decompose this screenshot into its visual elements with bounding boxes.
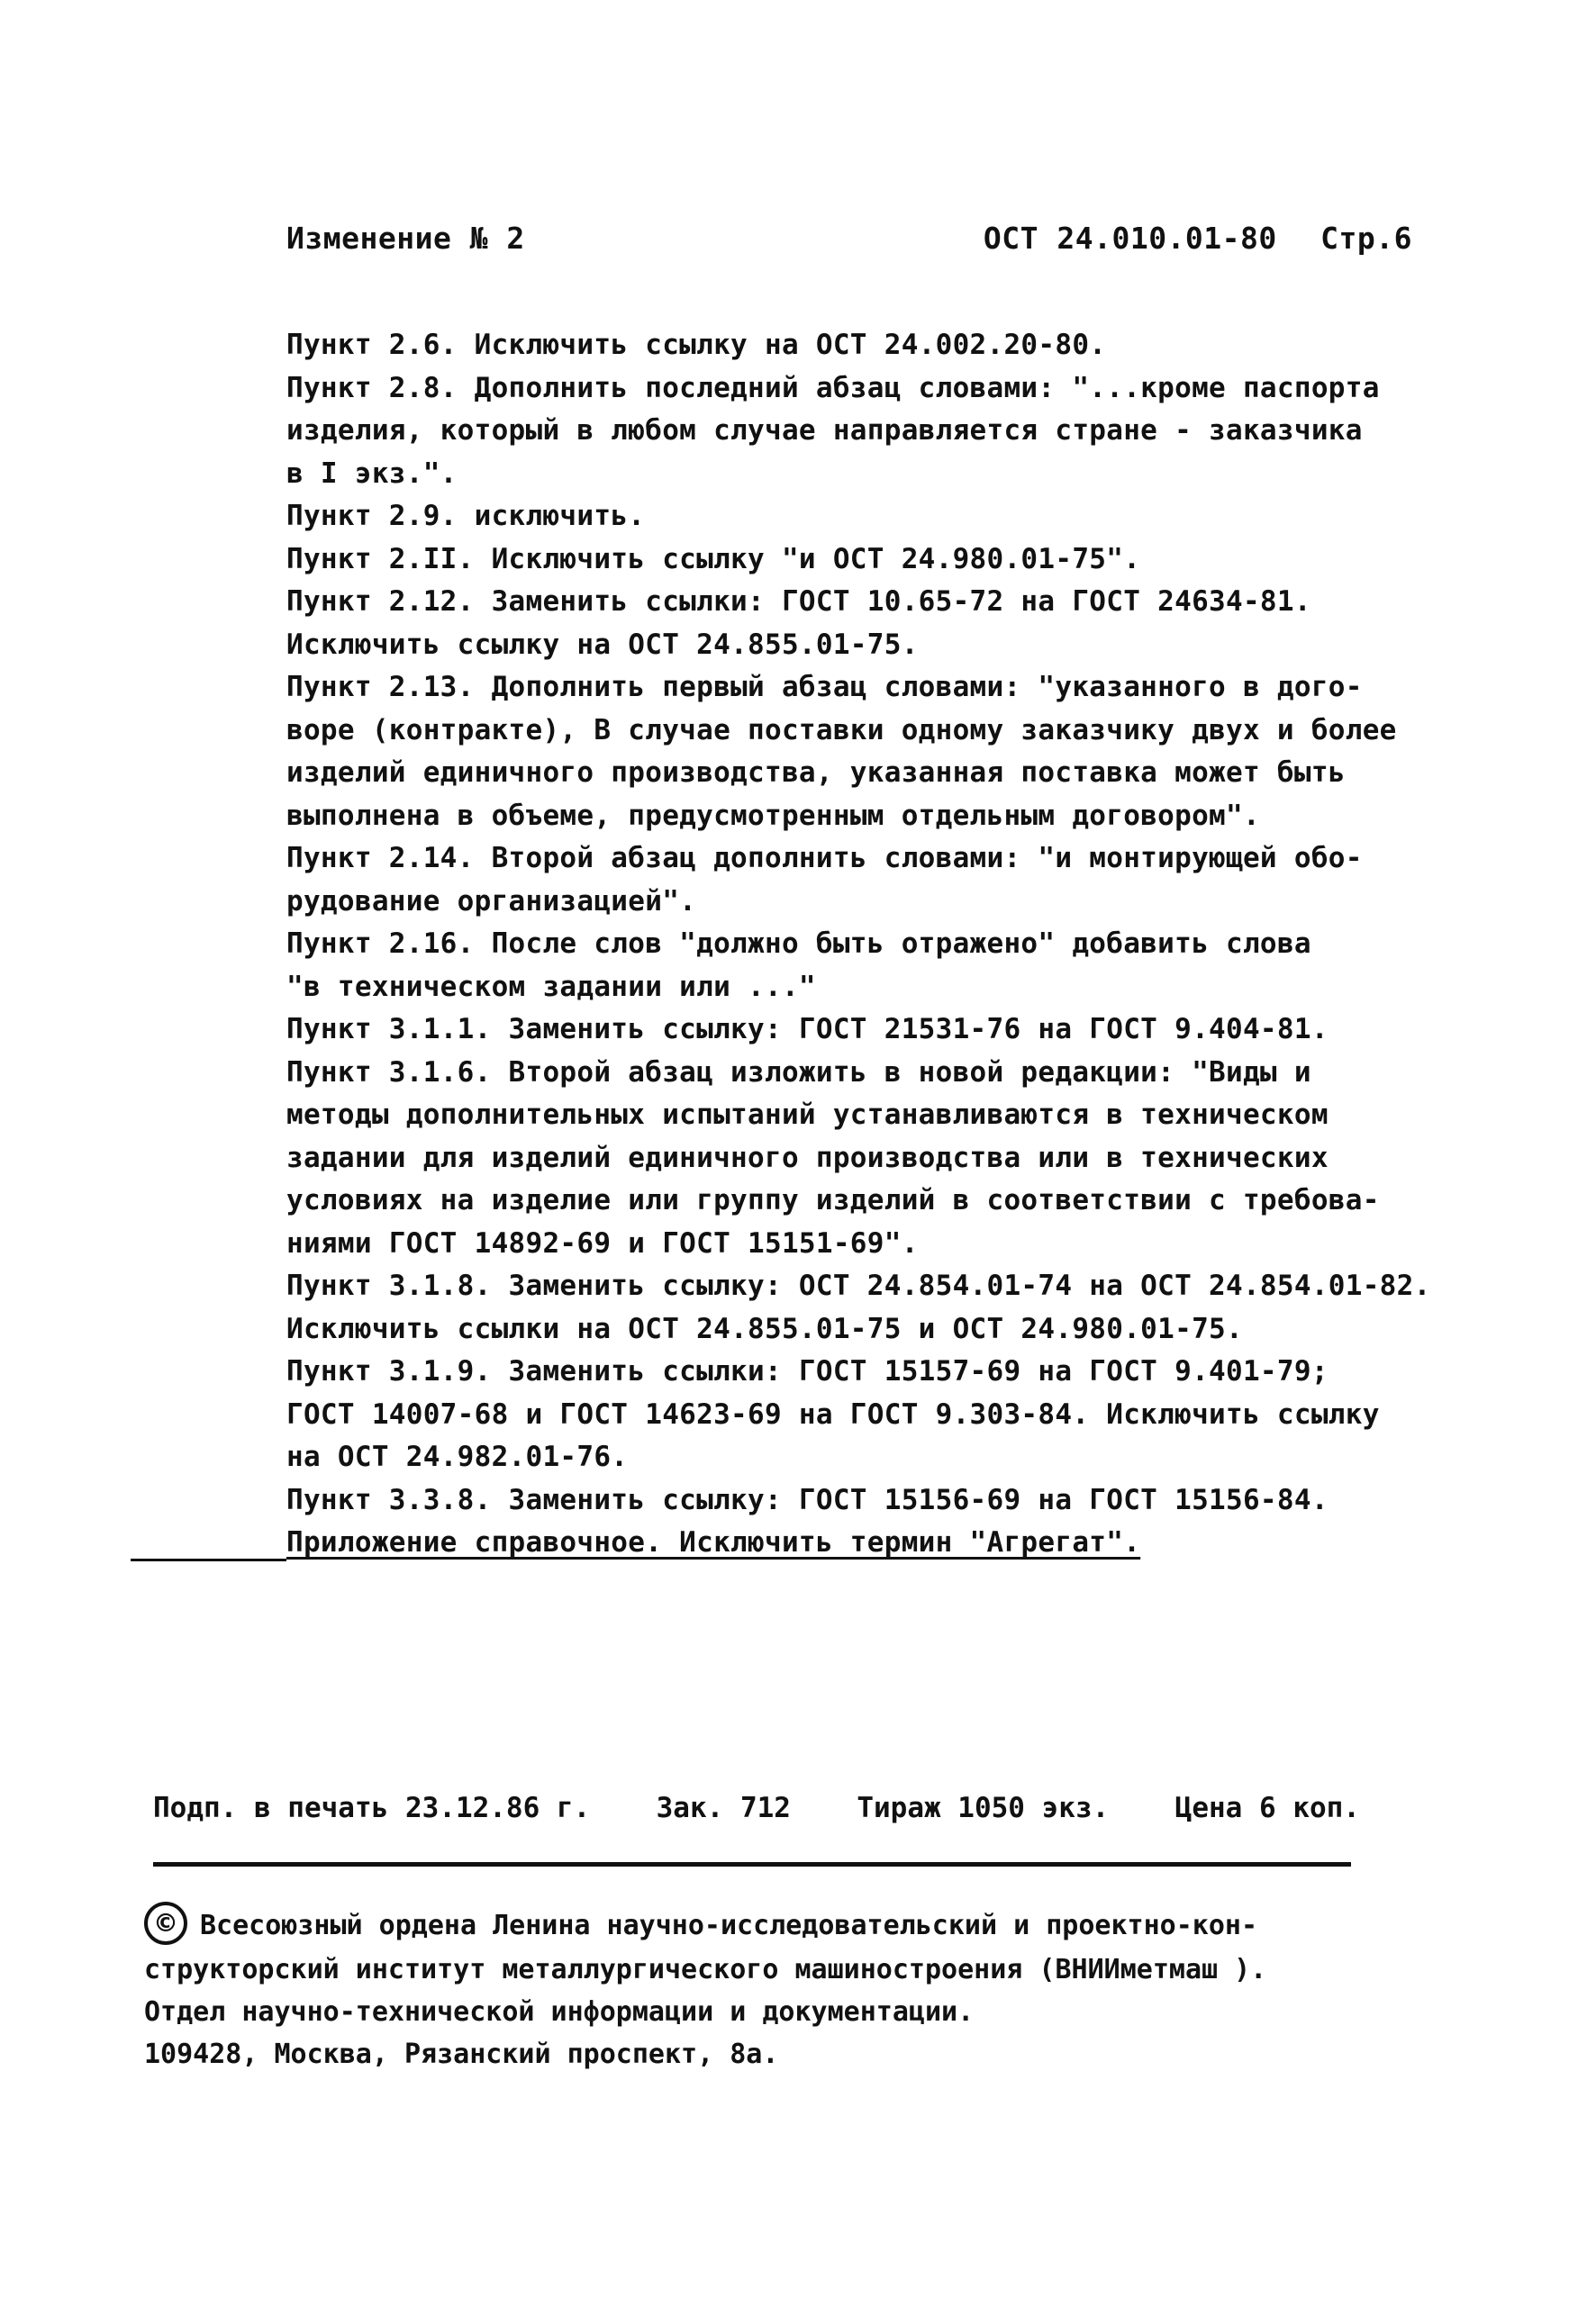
body-line: Пункт 2.8. Дополнить последний абзац словами: "...кроме паспорта bbox=[286, 371, 1380, 404]
body-line: рудование организацией". bbox=[286, 884, 697, 918]
copyright-icon: © bbox=[144, 1902, 187, 1945]
publisher-line: 109428, Москва, Рязанский проспект, 8а. bbox=[144, 2038, 779, 2070]
body-line: воре (контракте), В случае поставки одному заказчику двух и более bbox=[286, 713, 1397, 746]
body-line: ГОСТ 14007-68 и ГОСТ 14623-69 на ГОСТ 9.303-84. Исключить ссылку bbox=[286, 1397, 1380, 1431]
body-line: Пункт 2.9. исключить. bbox=[286, 500, 646, 532]
body-line: изделий единичного производства, указанная поставка может быть bbox=[286, 756, 1346, 789]
body-line: Пункт 3.1.6. Второй абзац изложить в новой редакции: "Виды и bbox=[286, 1055, 1311, 1089]
page-number: Стр.6 bbox=[1320, 221, 1412, 256]
body-line: Пункт 3.1.9. Заменить ссылки: ГОСТ 15157-69 на ГОСТ 9.401-79; bbox=[286, 1355, 1329, 1388]
body-line: Пункт 2.14. Второй абзац дополнить словами: "и монтирующей обо- bbox=[286, 842, 1363, 874]
body-line: задании для изделий единичного производства или в технических bbox=[286, 1141, 1329, 1174]
body-line: Пункт 2.II. Исключить ссылку "и ОСТ 24.980.01-75". bbox=[286, 542, 1141, 575]
left-rule bbox=[131, 1559, 286, 1561]
price: Цена 6 коп. bbox=[1174, 1792, 1360, 1824]
page-header bbox=[286, 221, 1412, 256]
order-number: Зак. 712 bbox=[656, 1792, 791, 1824]
signed-to-print: Подп. в печать 23.12.86 г. bbox=[153, 1792, 591, 1824]
print-info bbox=[153, 1792, 1360, 1824]
header-right bbox=[958, 221, 1412, 256]
body-line: Исключить ссылки на ОСТ 24.855.01-75 и ОСТ 24.980.01-75. bbox=[286, 1312, 1243, 1345]
publisher-line-text: Всесоюзный ордена Ленина научно-исследовательский и проектно-кон- bbox=[200, 1910, 1257, 1941]
amendment-body bbox=[286, 324, 1430, 1565]
publisher-line: структорский институт металлургического машиностроения (ВНИИметмаш ). bbox=[144, 1953, 1267, 1985]
body-line: Исключить ссылку на ОСТ 24.855.01-75. bbox=[286, 628, 919, 661]
publisher-line: Отдел научно-технической информации и документации. bbox=[144, 1995, 975, 2028]
publisher-info bbox=[144, 1904, 1387, 2075]
body-last-line-text: Приложение справочное. Исключить термин "Агрегат". bbox=[286, 1526, 1141, 1559]
body-line: в I экз.". bbox=[286, 457, 458, 490]
body-line: Пункт 2.16. После слов "должно быть отражено" добавить слова bbox=[286, 927, 1311, 960]
publisher-line bbox=[144, 1904, 1387, 1949]
body-line: Пункт 2.12. Заменить ссылки: ГОСТ 10.65-72 на ГОСТ 24634-81. bbox=[286, 585, 1311, 618]
footer-divider bbox=[153, 1862, 1351, 1867]
body-line: методы дополнительных испытаний устанавливаются в техническом bbox=[286, 1099, 1329, 1131]
print-run: Тираж 1050 экз. bbox=[857, 1792, 1110, 1824]
amendment-number: Изменение № 2 bbox=[286, 221, 525, 256]
body-line: Пункт 2.13. Дополнить первый абзац словами: "указанного в дого- bbox=[286, 671, 1363, 703]
body-line: выполнена в объеме, предусмотренным отдельным договором". bbox=[286, 799, 1260, 832]
body-line: "в техническом задании или ..." bbox=[286, 970, 816, 1003]
body-line: Пункт 3.1.1. Заменить ссылку: ГОСТ 21531-76 на ГОСТ 9.404-81. bbox=[286, 1013, 1329, 1045]
body-line: на ОСТ 24.982.01-76. bbox=[286, 1441, 629, 1473]
body-line: изделия, который в любом случае направляется стране - заказчика bbox=[286, 414, 1363, 447]
body-line: ниями ГОСТ 14892-69 и ГОСТ 15151-69". bbox=[286, 1226, 919, 1260]
body-line: Пункт 3.3.8. Заменить ссылку: ГОСТ 15156-69 на ГОСТ 15156-84. bbox=[286, 1483, 1329, 1516]
body-last-line bbox=[286, 1522, 1430, 1565]
body-line: Пункт 3.1.8. Заменить ссылку: ОСТ 24.854.01-74 на ОСТ 24.854.01-82. bbox=[286, 1270, 1431, 1302]
standard-number: ОСТ 24.010.01-80 bbox=[983, 221, 1277, 256]
body-line: Пункт 2.6. Исключить ссылку на ОСТ 24.002.20-80. bbox=[286, 329, 1107, 361]
body-line: условиях на изделие или группу изделий в соответствии с требова- bbox=[286, 1184, 1380, 1216]
